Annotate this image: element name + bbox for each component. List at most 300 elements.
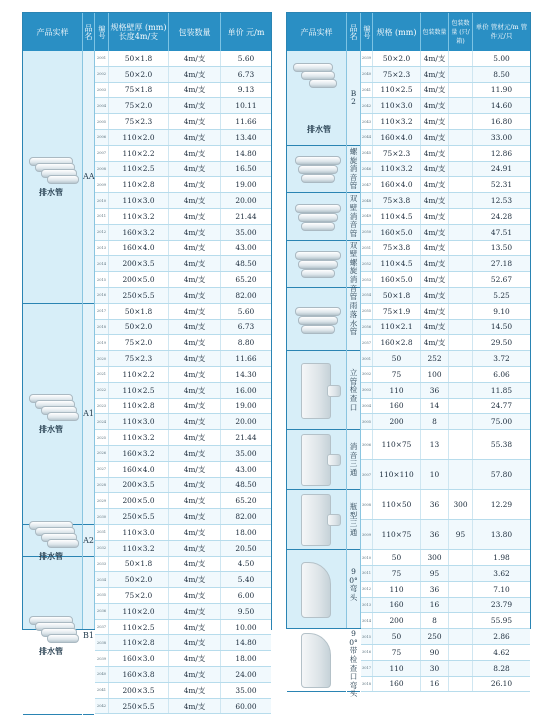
spec-cell: 75×2.0 — [109, 335, 169, 350]
table-row — [361, 367, 530, 383]
pack-cell: 4m/支 — [421, 162, 449, 177]
price-cell: 24.28 — [490, 211, 513, 221]
item-code: 2040 — [95, 667, 109, 682]
pack-cell: 4m/支 — [169, 51, 221, 66]
pack-cell: 4m/支 — [169, 114, 221, 129]
item-code: 2048 — [361, 193, 373, 208]
pack-box-cell — [449, 351, 473, 366]
price-cell: 6.73 — [237, 69, 255, 79]
spec-cell: 200 — [373, 613, 421, 628]
item-code: 2049 — [361, 209, 373, 224]
pack-cell: 4m/支 — [421, 114, 449, 129]
item-code: 3002 — [361, 367, 373, 382]
spec-cell: 160×5.0 — [373, 272, 421, 287]
header-product-sample: 产品实样 — [287, 13, 347, 51]
spec-cell: 75×2.3 — [109, 351, 169, 366]
pack-cell: 4m/支 — [169, 399, 221, 414]
item-code: 3016 — [361, 645, 373, 660]
price-cell: 27.18 — [490, 259, 513, 269]
table-row — [361, 677, 530, 693]
price-cell: 52.67 — [490, 275, 513, 285]
product-name-label: 排水管 — [307, 123, 331, 134]
price-cell: 16.80 — [490, 117, 513, 127]
table-row — [361, 550, 530, 566]
left-rows — [95, 51, 271, 714]
group-name-label: 消音三通 — [349, 441, 358, 477]
spec-cell: 110×75 — [373, 430, 421, 459]
item-code: 2001 — [95, 51, 109, 66]
right-table-header — [287, 13, 530, 51]
spec-cell: 110×2.1 — [373, 320, 421, 335]
spec-cell: 50 — [373, 351, 421, 366]
spec-cell: 160×4.0 — [373, 130, 421, 145]
group-name-label: B2 — [350, 88, 357, 107]
pack-cell: 95 — [421, 566, 449, 581]
table-row — [95, 351, 271, 367]
item-code: 3007 — [361, 460, 373, 489]
price-cell: 18.00 — [235, 527, 257, 537]
table-row — [95, 430, 271, 446]
pack-box-cell — [449, 335, 473, 350]
item-code: 3009 — [361, 520, 373, 549]
pack-cell: 4m/支 — [169, 209, 221, 224]
spec-cell: 110×2.2 — [109, 367, 169, 382]
item-code: 3014 — [361, 613, 373, 628]
table-row — [95, 588, 271, 604]
pack-box-cell — [449, 645, 473, 660]
pack-cell: 4m/支 — [421, 98, 449, 113]
spec-cell: 110×2.5 — [109, 620, 169, 635]
price-cell: 11.90 — [490, 85, 513, 95]
price-cell: 12.29 — [490, 500, 513, 510]
price-cell: 21.44 — [235, 211, 257, 221]
pack-box-cell — [449, 598, 473, 613]
item-code: 2028 — [95, 478, 109, 493]
pack-cell: 36 — [421, 383, 449, 398]
group-name-segment — [347, 490, 360, 550]
spec-cell: 110×2.8 — [109, 399, 169, 414]
spec-cell: 160×4.0 — [109, 241, 169, 256]
item-code: 3015 — [361, 629, 373, 644]
table-row — [361, 98, 530, 114]
group-name-label: 立管检查口 — [349, 368, 358, 412]
pack-cell: 4m/支 — [169, 367, 221, 382]
item-code: 2044 — [361, 130, 373, 145]
pack-cell: 4m/支 — [169, 272, 221, 287]
item-code: 2032 — [95, 541, 109, 556]
spec-cell: 110 — [373, 661, 421, 676]
item-code: 3012 — [361, 582, 373, 597]
pack-cell: 4m/支 — [169, 604, 221, 619]
pack-cell: 16 — [421, 677, 449, 692]
pack-cell: 13 — [421, 430, 449, 459]
pack-cell: 4m/支 — [421, 146, 449, 161]
spec-cell: 110×110 — [373, 460, 421, 489]
table-row — [95, 272, 271, 288]
spec-cell: 50×1.8 — [109, 304, 169, 319]
item-code: 2037 — [95, 620, 109, 635]
item-code: 2036 — [95, 604, 109, 619]
item-code: 2029 — [95, 493, 109, 508]
pipe-fitting-illustration — [301, 562, 331, 618]
pack-box-cell — [449, 98, 473, 113]
pack-box-cell — [449, 209, 473, 224]
price-cell: 14.30 — [235, 369, 257, 379]
item-code: 2034 — [95, 572, 109, 587]
pack-cell: 4m/支 — [169, 288, 221, 303]
item-code: 2016 — [95, 288, 109, 303]
pack-box-cell — [449, 460, 473, 489]
table-row — [361, 162, 530, 178]
pack-cell: 4m/支 — [169, 588, 221, 603]
table-row — [361, 304, 530, 320]
item-code: 2040 — [361, 67, 373, 82]
table-row — [361, 335, 530, 351]
item-code: 2023 — [95, 399, 109, 414]
product-photo-segment — [23, 51, 82, 304]
table-row — [95, 256, 271, 272]
price-cell: 12.53 — [490, 196, 513, 206]
pack-cell: 4m/支 — [421, 320, 449, 335]
item-code: 2019 — [95, 335, 109, 350]
pack-cell: 4m/支 — [421, 83, 449, 98]
spec-cell: 110×3.0 — [109, 414, 169, 429]
table-row — [361, 288, 530, 304]
item-code: 2054 — [361, 288, 373, 303]
item-code: 2004 — [95, 98, 109, 113]
pack-cell: 4m/支 — [169, 98, 221, 113]
pack-cell: 4m/支 — [169, 177, 221, 192]
price-cell: 5.60 — [237, 306, 255, 316]
price-cell: 5.00 — [493, 53, 510, 63]
pipe-fitting-branch — [327, 454, 341, 466]
spec-cell: 50×1.8 — [373, 288, 421, 303]
spec-cell: 110×2.8 — [109, 177, 169, 192]
group-name-segment — [347, 193, 360, 240]
price-cell: 9.13 — [237, 85, 255, 95]
price-cell: 5.40 — [237, 575, 255, 585]
table-row — [95, 320, 271, 336]
pack-box-cell — [449, 241, 473, 256]
pipe-fitting-branch — [327, 514, 341, 526]
pack-cell: 4m/支 — [169, 162, 221, 177]
pipe-illustration — [309, 79, 337, 88]
price-cell: 47.51 — [490, 227, 513, 237]
grade-label: AA — [83, 172, 95, 182]
pack-box-cell — [449, 582, 473, 597]
price-cell: 4.62 — [493, 647, 510, 657]
item-code: 2010 — [95, 193, 109, 208]
product-photo-segment — [287, 351, 346, 430]
spec-cell: 75 — [373, 566, 421, 581]
price-cell: 3.72 — [493, 354, 510, 364]
table-row — [95, 209, 271, 225]
price-cell: 60.00 — [235, 701, 257, 711]
pack-box-cell — [449, 288, 473, 303]
spec-cell: 50 — [373, 550, 421, 565]
pack-cell: 4m/支 — [169, 256, 221, 271]
price-cell: 75.00 — [490, 417, 513, 427]
spec-cell: 110×3.2 — [109, 430, 169, 445]
spec-cell: 160×4.0 — [109, 462, 169, 477]
item-code: 2003 — [95, 83, 109, 98]
grade-label: A1 — [83, 409, 94, 419]
pack-cell: 90 — [421, 645, 449, 660]
table-row — [361, 460, 530, 490]
item-code: 3008 — [361, 490, 373, 519]
table-row — [95, 572, 271, 588]
group-name-label: 螺旋消音管 — [349, 146, 358, 191]
spec-cell: 160×2.8 — [373, 335, 421, 350]
spec-cell: 160 — [373, 399, 421, 414]
table-row — [361, 130, 530, 146]
table-row — [361, 146, 530, 162]
price-cell: 35.00 — [235, 448, 257, 458]
price-cell: 3.62 — [493, 568, 510, 578]
item-code: 2007 — [95, 146, 109, 161]
price-cell: 35.00 — [235, 685, 257, 695]
item-code: 2041 — [95, 683, 109, 698]
spec-cell: 50×1.8 — [109, 557, 169, 572]
table-row — [95, 667, 271, 683]
item-code: 3006 — [361, 430, 373, 459]
spec-cell: 250×5.5 — [109, 699, 169, 714]
table-row — [95, 414, 271, 430]
spec-cell: 160×4.0 — [373, 177, 421, 192]
pipe-illustration — [47, 412, 79, 421]
table-row — [361, 256, 530, 272]
price-cell: 35.00 — [235, 227, 257, 237]
price-cell: 7.10 — [493, 584, 510, 594]
item-code: 2005 — [95, 114, 109, 129]
price-cell: 9.50 — [237, 606, 255, 616]
item-code: 2011 — [95, 209, 109, 224]
group-name-label: 双壁消音管 — [349, 194, 358, 238]
pack-cell: 4m/支 — [421, 304, 449, 319]
table-row — [95, 335, 271, 351]
item-code: 2021 — [95, 367, 109, 382]
pack-cell: 4m/支 — [169, 572, 221, 587]
pack-cell: 14 — [421, 399, 449, 414]
spec-cell: 160 — [373, 677, 421, 692]
spec-cell: 160×3.2 — [109, 446, 169, 461]
pack-cell: 4m/支 — [169, 241, 221, 256]
item-code: 2038 — [95, 635, 109, 650]
group-name-segment — [347, 351, 360, 430]
table-row — [95, 383, 271, 399]
pack-cell: 250 — [421, 629, 449, 644]
pack-cell: 36 — [421, 582, 449, 597]
spec-cell: 110×3.2 — [109, 209, 169, 224]
product-name-label: 排水管 — [39, 550, 63, 561]
price-cell: 5.60 — [237, 53, 255, 63]
spec-cell: 75×2.3 — [373, 146, 421, 161]
table-row — [95, 541, 271, 557]
product-name-label: 排水管 — [39, 645, 63, 656]
item-code: 2031 — [95, 525, 109, 540]
grade-column — [83, 51, 95, 640]
pack-box-cell — [449, 367, 473, 382]
header-pack: 包装数量 — [169, 13, 221, 51]
spec-cell: 110×2.0 — [109, 130, 169, 145]
spec-cell: 160×3.2 — [109, 225, 169, 240]
item-code: 2057 — [361, 335, 373, 350]
item-code: 2027 — [95, 462, 109, 477]
pack-cell: 4m/支 — [169, 525, 221, 540]
pack-cell: 4m/支 — [169, 351, 221, 366]
pack-box-cell: 300 — [449, 490, 473, 519]
table-row — [95, 225, 271, 241]
table-row — [95, 509, 271, 525]
spec-cell: 200 — [373, 414, 421, 429]
spec-cell: 200×3.5 — [109, 256, 169, 271]
spec-cell: 75×2.3 — [373, 67, 421, 82]
spec-cell: 50×2.0 — [373, 51, 421, 66]
pack-box-cell — [449, 383, 473, 398]
item-code: 2009 — [95, 177, 109, 192]
pack-cell: 4m/支 — [421, 193, 449, 208]
pack-box-cell — [449, 256, 473, 271]
item-code: 2043 — [361, 114, 373, 129]
price-cell: 16.50 — [235, 164, 257, 174]
product-photo-segment — [287, 146, 346, 193]
group-name-segment — [347, 146, 360, 193]
grade-segment — [83, 304, 94, 525]
pipe-illustration — [301, 174, 335, 183]
group-name-segment — [347, 51, 360, 146]
pack-cell: 4m/支 — [421, 67, 449, 82]
pack-box-cell — [449, 130, 473, 145]
header-product-sample: 产品实样 — [23, 13, 83, 51]
pack-cell: 4m/支 — [421, 177, 449, 192]
spec-cell: 75×2.0 — [109, 588, 169, 603]
table-row — [361, 177, 530, 193]
group-name-label: 90°带检查口弯头 — [349, 629, 358, 699]
price-cell: 33.00 — [490, 132, 513, 142]
item-code: 2026 — [95, 446, 109, 461]
group-name-label: 瓶型三通 — [349, 501, 358, 537]
price-cell: 43.00 — [235, 464, 257, 474]
table-row — [95, 620, 271, 636]
pipe-illustration — [301, 269, 335, 278]
product-photo-segment — [287, 288, 346, 351]
pack-cell: 4m/支 — [169, 304, 221, 319]
table-row — [95, 367, 271, 383]
price-cell: 26.10 — [490, 679, 513, 689]
table-row — [95, 288, 271, 304]
pack-box-cell — [449, 550, 473, 565]
price-cell: 16.00 — [235, 385, 257, 395]
pack-cell: 4m/支 — [169, 225, 221, 240]
product-photo-segment — [23, 525, 82, 561]
table-row — [95, 67, 271, 83]
header-spec: 规格 (mm) — [373, 13, 421, 51]
spec-cell: 75×2.3 — [109, 114, 169, 129]
item-code: 3001 — [361, 351, 373, 366]
pack-box-cell — [449, 566, 473, 581]
pipe-illustration — [298, 213, 338, 222]
pack-cell: 8 — [421, 613, 449, 628]
pack-cell: 300 — [421, 550, 449, 565]
pack-cell: 4m/支 — [421, 130, 449, 145]
pack-box-cell — [449, 225, 473, 240]
item-code: 2045 — [361, 146, 373, 161]
pack-cell: 252 — [421, 351, 449, 366]
product-photo-segment — [287, 490, 346, 550]
price-cell: 12.86 — [490, 148, 513, 158]
spec-cell: 200×5.0 — [109, 272, 169, 287]
price-cell: 48.50 — [235, 480, 257, 490]
pack-cell: 4m/支 — [169, 699, 221, 714]
product-image-column — [287, 51, 347, 628]
table-row — [361, 320, 530, 336]
pack-cell: 4m/支 — [169, 557, 221, 572]
pack-cell: 4m/支 — [169, 446, 221, 461]
item-code: 2055 — [361, 304, 373, 319]
spec-cell: 110×2.8 — [109, 635, 169, 650]
table-row — [95, 98, 271, 114]
pack-cell: 36 — [421, 490, 449, 519]
item-code: 2025 — [95, 430, 109, 445]
spec-cell: 75×1.8 — [109, 83, 169, 98]
price-cell: 14.80 — [235, 638, 257, 648]
pack-cell: 8 — [421, 414, 449, 429]
table-row — [95, 493, 271, 509]
table-row — [361, 383, 530, 399]
item-code: 3010 — [361, 550, 373, 565]
spec-cell: 50×2.0 — [109, 320, 169, 335]
item-code: 2053 — [361, 272, 373, 287]
spec-cell: 110×2.0 — [109, 604, 169, 619]
spec-cell: 200×5.0 — [109, 493, 169, 508]
spec-cell: 110×75 — [373, 520, 421, 549]
pack-box-cell — [449, 304, 473, 319]
table-row — [95, 51, 271, 67]
pipe-illustration — [298, 260, 338, 269]
group-name-label: 90°弯头 — [349, 567, 358, 602]
product-photo-segment — [23, 557, 82, 715]
item-code: 2050 — [361, 225, 373, 240]
left-price-table — [22, 12, 272, 711]
table-row — [361, 193, 530, 209]
item-code: 2041 — [361, 83, 373, 98]
item-code: 2022 — [95, 383, 109, 398]
price-cell: 13.40 — [235, 132, 257, 142]
table-row — [361, 490, 530, 520]
spec-cell: 75×3.8 — [373, 241, 421, 256]
pack-cell: 16 — [421, 598, 449, 613]
item-code: 2039 — [95, 651, 109, 666]
item-code: 3017 — [361, 661, 373, 676]
pack-box-cell: 95 — [449, 520, 473, 549]
pack-cell: 4m/支 — [169, 146, 221, 161]
item-code: 2013 — [95, 241, 109, 256]
pack-box-cell — [449, 193, 473, 208]
pipe-illustration — [298, 165, 338, 174]
item-code: 2035 — [95, 588, 109, 603]
pack-box-cell — [449, 162, 473, 177]
item-code: 2024 — [95, 414, 109, 429]
price-cell: 29.50 — [490, 338, 513, 348]
item-code: 3018 — [361, 677, 373, 692]
pipe-illustration — [298, 316, 338, 325]
table-row — [361, 582, 530, 598]
pack-cell: 4m/支 — [421, 241, 449, 256]
pipe-fitting-branch — [327, 385, 341, 397]
price-cell: 14.80 — [235, 148, 257, 158]
price-cell: 82.00 — [235, 512, 257, 521]
table-row — [361, 598, 530, 614]
